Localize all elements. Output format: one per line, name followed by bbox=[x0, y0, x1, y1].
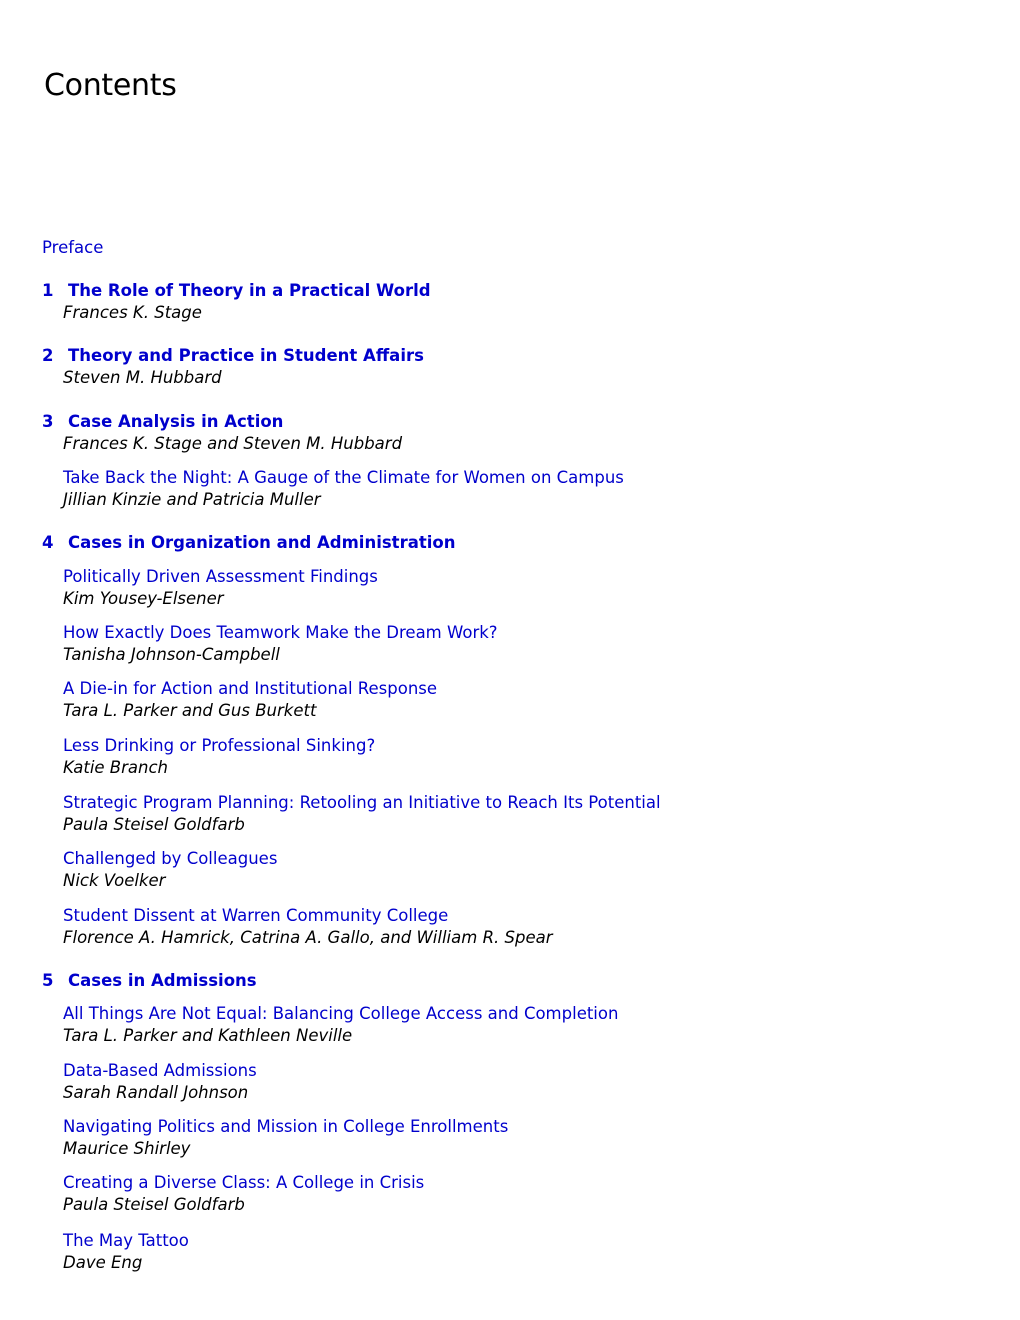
case-link[interactable]: All Things Are Not Equal: Balancing College Access and Completion bbox=[63, 1004, 619, 1023]
chapter-author: Frances K. Stage and Steven M. Hubbard bbox=[63, 434, 403, 453]
case-author: Katie Branch bbox=[63, 758, 168, 777]
toc-chapter-1 bbox=[42, 280, 431, 324]
case-link[interactable]: Take Back the Night: A Gauge of the Climate for Women on Campus bbox=[63, 468, 624, 487]
chapter-author: Frances K. Stage bbox=[63, 303, 202, 322]
toc-chapter-3 bbox=[42, 411, 402, 455]
chapter-title: Cases in Admissions bbox=[68, 971, 257, 990]
toc-entry-preface bbox=[42, 237, 103, 259]
toc-case bbox=[63, 848, 277, 892]
case-author: Paula Steisel Goldfarb bbox=[63, 1195, 245, 1214]
case-author: Maurice Shirley bbox=[63, 1139, 191, 1158]
toc-case bbox=[63, 622, 498, 666]
case-link[interactable]: Creating a Diverse Class: A College in Crisis bbox=[63, 1173, 425, 1192]
toc-case bbox=[63, 792, 661, 836]
toc-chapter-2 bbox=[42, 345, 424, 389]
case-link[interactable]: Strategic Program Planning: Retooling an Initiative to Reach Its Potential bbox=[63, 793, 661, 812]
case-author: Dave Eng bbox=[63, 1253, 143, 1272]
toc-case bbox=[63, 735, 375, 779]
case-author: Tara L. Parker and Kathleen Neville bbox=[63, 1026, 353, 1045]
chapter-title: Theory and Practice in Student Affairs bbox=[68, 346, 424, 365]
toc-case bbox=[63, 1003, 618, 1047]
case-author: Sarah Randall Johnson bbox=[63, 1083, 249, 1102]
case-link[interactable]: The May Tattoo bbox=[63, 1231, 189, 1250]
chapter-number: 5 bbox=[42, 971, 54, 990]
chapter-title: Case Analysis in Action bbox=[68, 412, 284, 431]
case-author: Kim Yousey-Elsener bbox=[63, 589, 224, 608]
chapter-title: The Role of Theory in a Practical World bbox=[68, 281, 431, 300]
preface-link[interactable]: Preface bbox=[42, 238, 104, 257]
toc-case bbox=[63, 1230, 189, 1274]
toc-case bbox=[63, 905, 553, 949]
case-author: Jillian Kinzie and Patricia Muller bbox=[63, 490, 321, 509]
chapter-number: 3 bbox=[42, 412, 54, 431]
toc-case bbox=[63, 1116, 508, 1160]
chapter-3-link[interactable] bbox=[42, 411, 402, 433]
case-link[interactable]: A Die-in for Action and Institutional Response bbox=[63, 679, 438, 698]
case-link[interactable]: Less Drinking or Professional Sinking? bbox=[63, 736, 376, 755]
case-author: Florence A. Hamrick, Catrina A. Gallo, and William R. Spear bbox=[63, 928, 553, 947]
case-author: Paula Steisel Goldfarb bbox=[63, 815, 245, 834]
toc-case bbox=[63, 1060, 257, 1104]
case-author: Tara L. Parker and Gus Burkett bbox=[63, 701, 317, 720]
chapter-number: 1 bbox=[42, 281, 54, 300]
chapter-1-link[interactable] bbox=[42, 280, 431, 302]
toc-case bbox=[63, 566, 378, 610]
chapter-5-link[interactable] bbox=[42, 970, 257, 992]
case-author: Nick Voelker bbox=[63, 871, 166, 890]
chapter-number: 2 bbox=[42, 346, 54, 365]
toc-chapter-4 bbox=[42, 532, 455, 554]
case-link[interactable]: Challenged by Colleagues bbox=[63, 849, 278, 868]
case-link[interactable]: How Exactly Does Teamwork Make the Dream Work? bbox=[63, 623, 498, 642]
chapter-4-link[interactable] bbox=[42, 532, 455, 554]
page-title: Contents bbox=[44, 68, 177, 103]
case-link[interactable]: Data-Based Admissions bbox=[63, 1061, 257, 1080]
chapter-2-link[interactable] bbox=[42, 345, 424, 367]
case-link[interactable]: Navigating Politics and Mission in College Enrollments bbox=[63, 1117, 509, 1136]
case-link[interactable]: Politically Driven Assessment Findings bbox=[63, 567, 378, 586]
toc-chapter-5 bbox=[42, 970, 257, 992]
case-link[interactable]: Student Dissent at Warren Community College bbox=[63, 906, 449, 925]
case-author: Tanisha Johnson-Campbell bbox=[63, 645, 280, 664]
toc-case bbox=[63, 678, 437, 722]
chapter-number: 4 bbox=[42, 533, 54, 552]
toc-case bbox=[63, 1172, 424, 1216]
chapter-title: Cases in Organization and Administration bbox=[68, 533, 456, 552]
chapter-author: Steven M. Hubbard bbox=[63, 368, 222, 387]
toc-case bbox=[63, 467, 624, 511]
